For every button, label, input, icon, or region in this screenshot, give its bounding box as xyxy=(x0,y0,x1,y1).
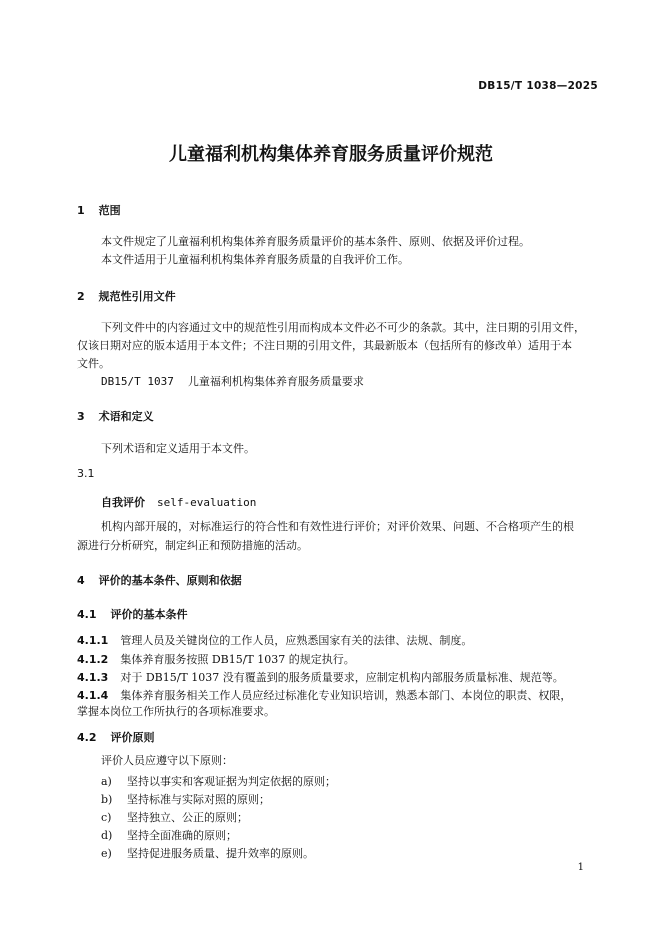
section-title: 规范性引用文件 xyxy=(98,290,176,303)
section-title: 评价的基本条件、原则和依据 xyxy=(98,574,242,587)
subsection-title: 评价的基本条件 xyxy=(110,608,188,621)
term-entry xyxy=(101,494,256,510)
section-4-heading xyxy=(77,572,242,588)
paragraph: 本文件规定了儿童福利机构集体养育服务质量评价的基本条件、原则、依据及评价过程。 xyxy=(101,235,530,248)
term-definition-line: 机构内部开展的，对标准运行的符合性和有效性进行评价；对评价效果、问题、不合格项产生的根 xyxy=(101,520,574,533)
list-marker: b) xyxy=(101,793,113,806)
clause-text: 集体养育服务按照 DB15/T 1037 的规定执行。 xyxy=(120,653,355,666)
section-3-heading xyxy=(77,408,154,424)
clause-number: 4.1.4 xyxy=(77,689,109,702)
list-item-text: 坚持独立、公正的原则； xyxy=(127,811,248,824)
paragraph-line: 文件。 xyxy=(77,357,110,370)
subsection-number: 4.1 xyxy=(77,608,97,621)
subsection-4-2-heading xyxy=(77,729,155,745)
clause-text: 集体养育服务相关工作人员应经过标准化专业知识培训，熟悉本部门、本岗位的职责、权限， xyxy=(120,689,572,702)
clause-4-1-3 xyxy=(77,669,564,685)
list-item xyxy=(101,809,248,825)
clause-4-1-1 xyxy=(77,632,472,648)
reference-title: 儿童福利机构集体养育服务质量要求 xyxy=(187,375,364,388)
paragraph: 本文件适用于儿童福利机构集体养育服务质量的自我评价工作。 xyxy=(101,253,409,266)
list-item-text: 坚持标准与实际对照的原则； xyxy=(127,793,270,806)
section-title: 术语和定义 xyxy=(98,410,154,423)
document-id: DB15/T 1038—2025 xyxy=(478,80,598,92)
term-definition-line: 源进行分析研究，制定纠正和预防措施的活动。 xyxy=(77,539,308,552)
list-marker: d) xyxy=(101,829,113,842)
list-item-text: 坚持促进服务质量、提升效率的原则。 xyxy=(127,847,314,860)
clause-number: 4.1.2 xyxy=(77,653,109,666)
list-marker: a) xyxy=(101,775,112,788)
clause-number: 4.1.3 xyxy=(77,671,109,684)
reference-code: DB15/T 1037 xyxy=(101,375,174,388)
list-item xyxy=(101,845,314,861)
list-item-text: 坚持以事实和客观证据为判定依据的原则； xyxy=(127,775,336,788)
subsection-number: 4.2 xyxy=(77,731,97,744)
document-title: 儿童福利机构集体养育服务质量评价规范 xyxy=(169,144,493,165)
list-item-text: 坚持全面准确的原则； xyxy=(127,829,237,842)
paragraph-line: 仅该日期对应的版本适用于本文件；不注日期的引用文件，其最新版本（包括所有的修改单）适用于本 xyxy=(77,339,572,352)
section-title: 范围 xyxy=(98,204,121,217)
clause-4-1-2 xyxy=(77,651,355,667)
page-number: 1 xyxy=(577,862,584,873)
term-english: self-evaluation xyxy=(157,496,257,509)
section-2-heading xyxy=(77,288,176,304)
clause-4-1-4 xyxy=(77,687,571,703)
list-intro: 评价人员应遵守以下原则： xyxy=(101,754,233,767)
clause-continuation: 掌握本岗位工作所执行的各项标准要求。 xyxy=(77,705,275,718)
paragraph: 下列术语和定义适用于本文件。 xyxy=(101,442,255,455)
subsection-title: 评价原则 xyxy=(110,731,155,744)
list-item xyxy=(101,773,336,789)
clause-text: 管理人员及关键岗位的工作人员，应熟悉国家有关的法律、法规、制度。 xyxy=(120,634,473,647)
list-marker: c) xyxy=(101,811,112,824)
list-item xyxy=(101,827,237,843)
section-number: 1 xyxy=(77,204,85,217)
clause-number: 4.1.1 xyxy=(77,634,109,647)
section-number: 4 xyxy=(77,574,85,587)
paragraph-line: 下列文件中的内容通过文中的规范性引用而构成本文件必不可少的条款。其中，注日期的引用文件， xyxy=(101,321,585,334)
normative-reference xyxy=(101,373,364,391)
list-item xyxy=(101,791,270,807)
section-number: 3 xyxy=(77,410,85,423)
section-number: 2 xyxy=(77,290,85,303)
list-marker: e) xyxy=(101,847,112,860)
clause-text: 对于 DB15/T 1037 没有覆盖到的服务质量要求，应制定机构内部服务质量标准、规范等。 xyxy=(120,671,564,684)
section-1-heading xyxy=(77,202,121,218)
term-chinese: 自我评价 xyxy=(101,496,145,509)
term-number: 3.1 xyxy=(77,467,95,480)
subsection-4-1-heading xyxy=(77,606,188,622)
